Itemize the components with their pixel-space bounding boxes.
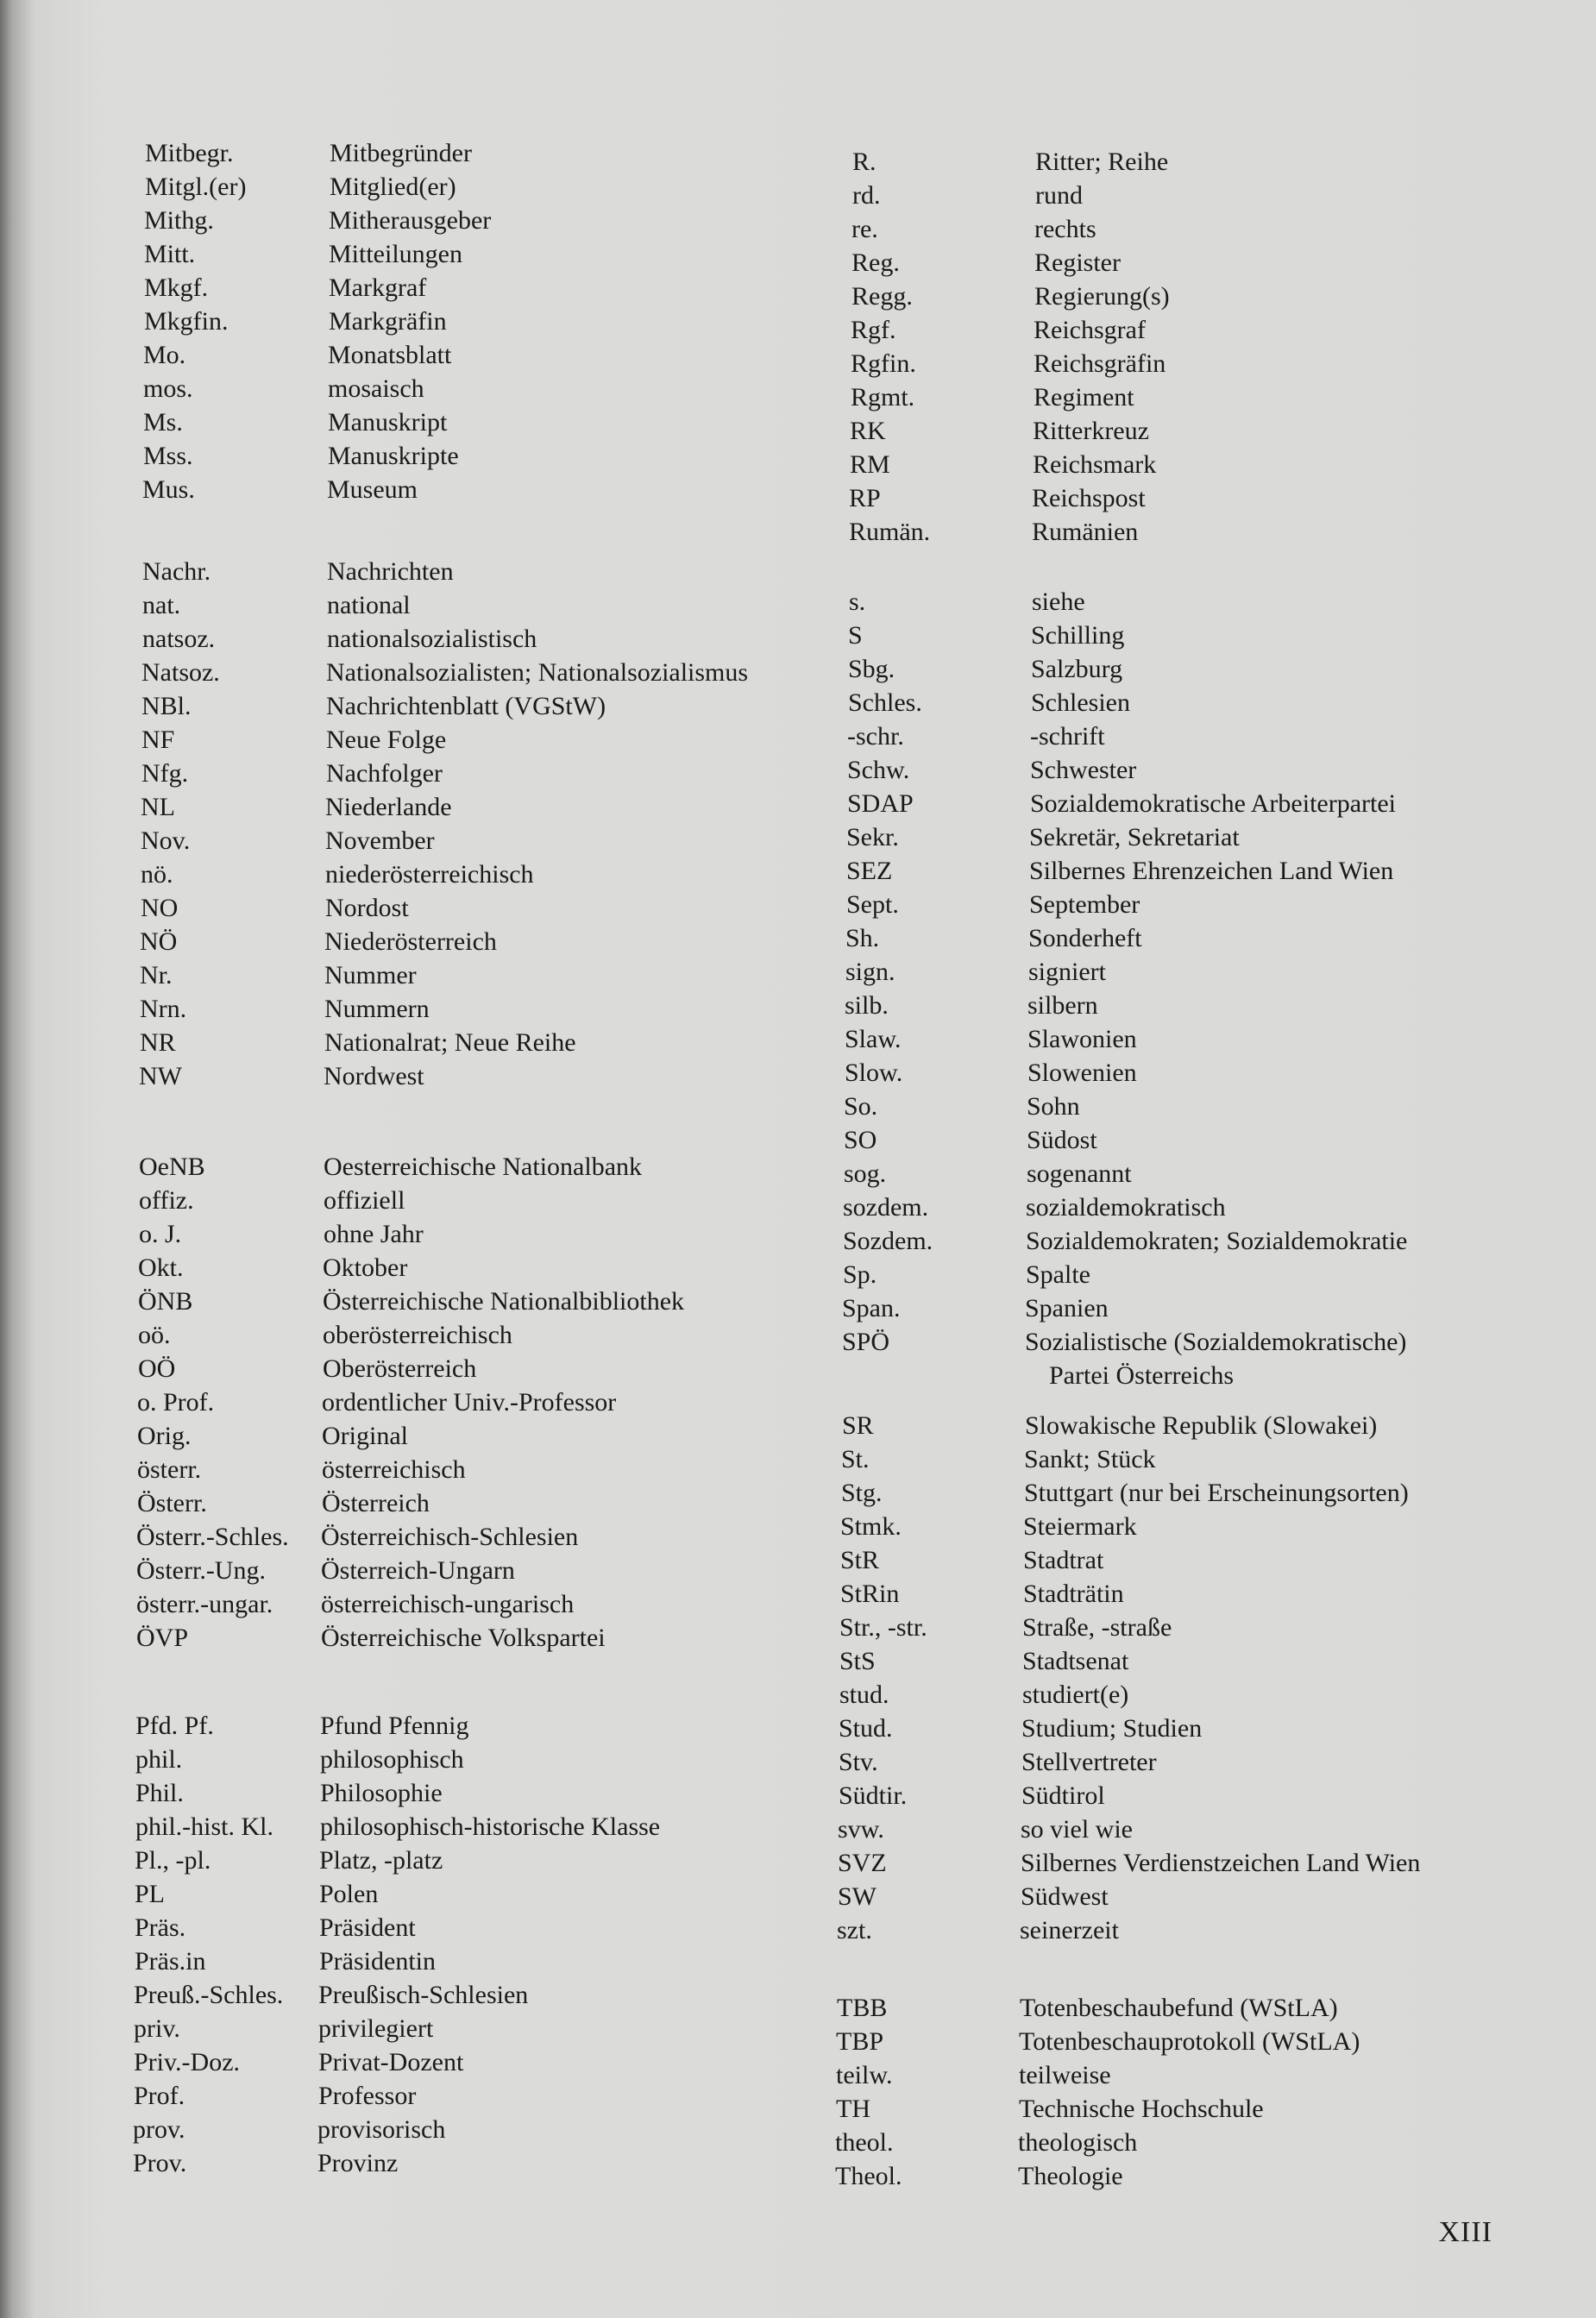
definition: Original (322, 1422, 408, 1450)
definition: Stadtrat (1023, 1546, 1104, 1574)
abbreviation: Stg. (841, 1479, 883, 1507)
definition: Salzburg (1031, 655, 1123, 683)
abbreviation: phil.-hist. Kl. (135, 1812, 274, 1841)
definition: Schlesien (1031, 688, 1130, 717)
abbreviation: SEZ (846, 857, 893, 885)
definition: seinerzeit (1020, 1916, 1119, 1944)
definition: Österreich-Ungarn (321, 1556, 515, 1585)
definition: Oktober (323, 1253, 408, 1282)
definition: Stadtsenat (1022, 1647, 1129, 1675)
definition: Österreich (322, 1489, 430, 1517)
definition: Totenbeschauprotokoll (WStLA) (1019, 2027, 1360, 2056)
abbreviation: OeNB (139, 1153, 205, 1181)
abbreviation: Stud. (839, 1714, 893, 1743)
definition: Manuskripte (328, 442, 459, 470)
abbreviation: SW (838, 1882, 877, 1911)
abbreviation: silb. (845, 991, 889, 1020)
abbreviation: ÖNB (138, 1287, 193, 1316)
abbreviation: NO (141, 894, 179, 922)
abbreviation: SR (842, 1411, 874, 1440)
definition: Nationalrat; Neue Reihe (324, 1028, 576, 1057)
definition: signiert (1028, 958, 1106, 986)
definition: Regiment (1034, 383, 1134, 411)
abbreviation: prov. (133, 2115, 185, 2144)
definition-continuation: Partei Österreichs (1049, 1361, 1235, 1390)
abbreviation: Reg. (851, 248, 900, 277)
definition: Sozialdemokratische Arbeiterpartei (1030, 789, 1396, 818)
abbreviation: ÖVP (136, 1624, 189, 1652)
abbreviation: Sept. (846, 890, 899, 919)
definition: Slowenien (1027, 1058, 1137, 1087)
definition: Stadträtin (1023, 1580, 1124, 1608)
definition: Preußisch-Schlesien (318, 1981, 529, 2009)
definition: Monatsblatt (328, 341, 452, 369)
definition: Spanien (1025, 1294, 1109, 1322)
definition: Sankt; Stück (1024, 1445, 1156, 1473)
abbreviation: Schw. (847, 756, 910, 784)
abbreviation: Präs. (135, 1913, 186, 1942)
definition: nationalsozialistisch (327, 625, 537, 653)
abbreviation: Sozdem. (843, 1227, 933, 1255)
abbreviation: österr. (137, 1455, 202, 1484)
abbreviation: St. (841, 1445, 870, 1473)
definition: österreichisch (322, 1455, 466, 1484)
definition: so viel wie (1021, 1815, 1133, 1844)
definition: silbern (1027, 991, 1098, 1020)
abbreviation: stud. (839, 1680, 889, 1709)
abbreviation: NR (140, 1028, 176, 1057)
definition: Sozialistische (Sozialdemokratische) (1025, 1328, 1407, 1356)
definition: Sekretär, Sekretariat (1029, 823, 1240, 851)
abbreviation: Sp. (843, 1260, 877, 1289)
abbreviation: NW (139, 1062, 182, 1090)
abbreviation: SVZ (838, 1849, 887, 1877)
definition: Spalte (1026, 1260, 1090, 1289)
abbreviation: Mitbegr. (145, 139, 234, 167)
definition: Schilling (1031, 621, 1125, 650)
abbreviation: sozdem. (843, 1193, 929, 1222)
abbreviation: S (848, 621, 863, 650)
definition: Nordwest (324, 1062, 424, 1090)
abbreviation: Österr. (137, 1489, 207, 1517)
definition: Professor (318, 2082, 417, 2110)
definition: Neue Folge (326, 726, 447, 754)
definition: Österreichisch-Schlesien (321, 1523, 579, 1551)
definition: Slawonien (1027, 1025, 1137, 1053)
definition: rund (1035, 181, 1083, 210)
abbreviation: Mo. (143, 341, 186, 369)
abbreviation: TH (836, 2095, 870, 2123)
abbreviation: SO (844, 1126, 877, 1154)
abbreviation: So. (844, 1092, 878, 1121)
definition: Sonderheft (1028, 924, 1142, 952)
abbreviation: NBl. (141, 692, 192, 720)
definition: Steiermark (1023, 1512, 1137, 1541)
abbreviation: szt. (837, 1916, 872, 1944)
abbreviation: Priv.-Doz. (134, 2048, 241, 2076)
abbreviation: Nfg. (141, 759, 189, 788)
abbreviation: Sekr. (846, 823, 899, 851)
abbreviation: Rgmt. (851, 383, 915, 411)
abbreviation: PL (135, 1880, 166, 1908)
abbreviation: priv. (134, 2014, 180, 2043)
definition: Reichspost (1032, 484, 1146, 512)
abbreviation: Okt. (138, 1253, 184, 1282)
abbreviation: sog. (844, 1159, 887, 1188)
abbreviation: Nachr. (142, 557, 211, 586)
definition: Straße, -straße (1022, 1613, 1172, 1642)
definition: Polen (319, 1880, 379, 1908)
abbreviation: Rgfin. (851, 349, 916, 378)
abbreviation: Österr.-Ung. (136, 1556, 266, 1585)
abbreviation: s. (849, 587, 866, 616)
abbreviation: Sbg. (848, 655, 895, 683)
definition: Pfund Pfennig (320, 1712, 469, 1740)
definition: ohne Jahr (324, 1220, 424, 1248)
abbreviation: Stv. (839, 1748, 878, 1776)
definition: Rumänien (1032, 518, 1139, 546)
definition: ordentlicher Univ.-Professor (322, 1388, 617, 1417)
abbreviation: nö. (141, 860, 173, 889)
definition: Stuttgart (nur bei Erscheinungsorten) (1024, 1479, 1409, 1507)
abbreviation: Slow. (845, 1058, 903, 1087)
abbreviation: Orig. (137, 1422, 192, 1450)
abbreviation: OÖ (138, 1354, 176, 1383)
definition: mosaisch (328, 374, 424, 403)
definition: sogenannt (1027, 1159, 1132, 1188)
abbreviation: StS (839, 1647, 876, 1675)
abbreviation: Mus. (142, 475, 195, 504)
definition: Reichsmark (1033, 450, 1157, 479)
abbreviation: Prov. (133, 2149, 187, 2177)
abbreviation: Phil. (135, 1779, 184, 1807)
definition: studiert(e) (1022, 1680, 1129, 1709)
definition: Stellvertreter (1021, 1748, 1157, 1776)
definition: philosophisch-historische Klasse (320, 1812, 661, 1841)
abbreviation: TBP (836, 2027, 884, 2056)
definition: österreichisch-ungarisch (321, 1590, 575, 1618)
definition: Mitglied(er) (330, 173, 456, 201)
abbreviation: StR (840, 1546, 880, 1574)
definition: Privat-Dozent (318, 2048, 464, 2076)
definition: Oesterreichische Nationalbank (324, 1153, 643, 1181)
abbreviation: Stmk. (840, 1512, 902, 1541)
definition: oberösterreichisch (323, 1321, 512, 1349)
abbreviation: Österr.-Schles. (136, 1523, 289, 1551)
abbreviation: rd. (852, 181, 881, 210)
definition: Platz, -platz (319, 1846, 443, 1875)
definition: niederösterreichisch (325, 860, 534, 889)
abbreviation: Rgf. (851, 316, 896, 344)
definition: Nachrichten (327, 557, 454, 586)
definition: September (1029, 890, 1140, 919)
definition: Schwester (1030, 756, 1137, 784)
abbreviation: Pl., -pl. (135, 1846, 211, 1875)
abbreviation: Präs.in (135, 1947, 206, 1976)
abbreviation: Mitt. (144, 240, 196, 268)
abbreviation: StRin (840, 1580, 900, 1608)
abbreviation: Natsoz. (141, 658, 220, 687)
abbreviation: RP (849, 484, 881, 512)
definition: offiziell (324, 1186, 405, 1215)
definition: Präsidentin (319, 1947, 436, 1976)
definition: Technische Hochschule (1019, 2095, 1264, 2123)
abbreviation: nat. (142, 591, 181, 619)
definition: national (327, 591, 411, 619)
definition: Provinz (317, 2149, 399, 2177)
definition: Österreichische Volkspartei (321, 1624, 606, 1652)
abbreviation: Prof. (134, 2082, 185, 2110)
definition: Südwest (1021, 1882, 1109, 1911)
definition: Südtirol (1021, 1781, 1105, 1810)
definition: Silbernes Ehrenzeichen Land Wien (1029, 857, 1394, 885)
definition: Nummern (324, 995, 430, 1023)
abbreviation: SPÖ (842, 1328, 890, 1356)
abbreviation: Mkgfin. (144, 307, 229, 336)
definition: Ritter; Reihe (1035, 148, 1169, 176)
definition: Nummer (324, 961, 417, 989)
definition: siehe (1032, 587, 1085, 616)
abbreviation: sign. (845, 958, 895, 986)
abbreviation: phil. (135, 1745, 183, 1774)
abbreviation: Slaw. (845, 1025, 902, 1053)
definition: Studium; Studien (1021, 1714, 1203, 1743)
abbreviation: Mss. (143, 442, 193, 470)
abbreviation: Nr. (140, 961, 173, 989)
definition: Nachfolger (326, 759, 443, 788)
definition: philosophisch (320, 1745, 464, 1774)
abbreviation: NF (141, 726, 175, 754)
abbreviation: Theol. (835, 2162, 902, 2190)
definition: Register (1034, 248, 1121, 277)
definition: Mitherausgeber (329, 206, 492, 235)
abbreviation: österr.-ungar. (136, 1590, 273, 1618)
definition: Nachrichtenblatt (VGStW) (326, 692, 606, 720)
definition: teilweise (1019, 2061, 1111, 2089)
abbreviation: re. (851, 215, 878, 243)
definition: Sohn (1027, 1092, 1080, 1121)
abbreviation: NL (141, 793, 175, 821)
abbreviation: o. Prof. (137, 1388, 215, 1417)
abbreviation: NÖ (140, 927, 178, 956)
definition: Regierung(s) (1034, 282, 1170, 311)
abbreviation: Span. (842, 1294, 901, 1322)
definition: Reichsgräfin (1034, 349, 1166, 378)
abbreviation: R. (852, 148, 877, 176)
definition: Silbernes Verdienstzeichen Land Wien (1021, 1849, 1421, 1877)
definition: Oberösterreich (323, 1354, 477, 1383)
definition: Museum (327, 475, 418, 504)
abbreviation: natsoz. (142, 625, 216, 653)
definition: November (325, 826, 435, 855)
definition: Theologie (1018, 2162, 1123, 2190)
definition: theologisch (1018, 2128, 1138, 2157)
abbreviation: Regg. (851, 282, 913, 311)
definition: Markgraf (329, 273, 427, 302)
abbreviation: Rumän. (849, 518, 931, 546)
abbreviation: TBB (837, 1994, 888, 2022)
abbreviation: RK (850, 417, 886, 445)
abbreviation: offiz. (139, 1186, 194, 1215)
abbreviation: Südtir. (839, 1781, 908, 1810)
definition: privilegiert (318, 2014, 434, 2043)
abbreviation: oö. (138, 1321, 171, 1349)
abbreviation: mos. (143, 374, 193, 403)
abbreviation: Str., -str. (839, 1613, 927, 1642)
definition: Niederlande (325, 793, 452, 821)
definition: Markgräfin (329, 307, 447, 336)
definition: sozialdemokratisch (1026, 1193, 1226, 1222)
abbreviation: Sh. (845, 924, 880, 952)
abbreviation: SDAP (847, 789, 914, 818)
page-number: XIII (1438, 2216, 1492, 2248)
abbreviation: o. J. (139, 1220, 182, 1248)
definition: Reichsgraf (1034, 316, 1146, 344)
abbreviation: teilw. (836, 2061, 893, 2089)
definition: provisorisch (317, 2115, 446, 2144)
definition: Nationalsozialisten; Nationalsozialismus (326, 658, 749, 687)
definition: Manuskript (328, 408, 448, 437)
definition: Südost (1027, 1126, 1097, 1154)
definition: Philosophie (320, 1779, 443, 1807)
definition: Nordost (325, 894, 409, 922)
definition: Totenbeschaubefund (WStLA) (1020, 1994, 1338, 2022)
definition: Ritterkreuz (1033, 417, 1149, 445)
abbreviation: Schles. (848, 688, 922, 717)
definition: Mitteilungen (329, 240, 462, 268)
abbreviation: Ms. (143, 408, 183, 437)
abbreviation: Mitgl.(er) (145, 173, 247, 201)
definition: Slowakische Republik (Slowakei) (1025, 1411, 1378, 1440)
abbreviation: Mkgf. (144, 273, 209, 302)
abbreviation: Preuß.-Schles. (134, 1981, 284, 2009)
abbreviation: svw. (838, 1815, 884, 1844)
abbreviation: Pfd. Pf. (135, 1712, 214, 1740)
definition: Mitbegründer (330, 139, 472, 167)
abbreviation: Nov. (141, 826, 191, 855)
definition: Sozialdemokraten; Sozialdemokratie (1026, 1227, 1408, 1255)
abbreviation: Nrn. (140, 995, 187, 1023)
definition: rechts (1034, 215, 1096, 243)
definition: Niederösterreich (324, 927, 497, 956)
definition: -schrift (1030, 722, 1105, 751)
abbreviation: RM (850, 450, 890, 479)
abbreviation: theol. (835, 2128, 894, 2157)
abbreviation: Mithg. (144, 206, 214, 235)
definition: Präsident (319, 1913, 416, 1942)
definition: Österreichische Nationalbibliothek (323, 1287, 685, 1316)
abbreviation: -schr. (847, 722, 904, 751)
